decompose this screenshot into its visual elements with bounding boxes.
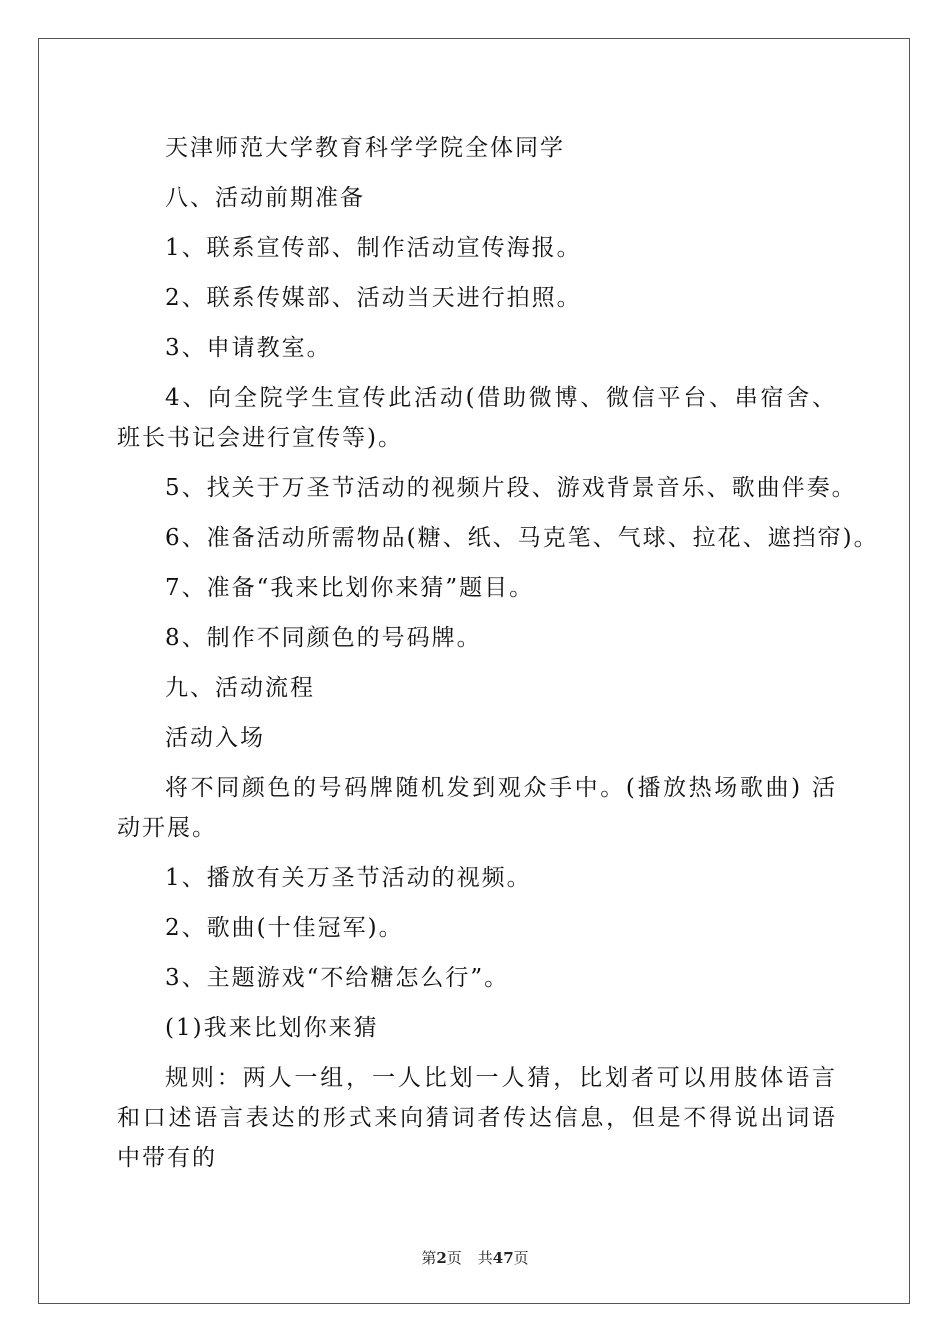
list-item: 7、准备“我来比划你来猜”题目。 bbox=[165, 575, 535, 601]
list-item: 2、联系传媒部、活动当天进行拍照。 bbox=[165, 285, 582, 311]
list-item: 1、播放有关万圣节活动的视频。 bbox=[165, 865, 532, 891]
list-item: 3、主题游戏“不给糖怎么行”。 bbox=[165, 965, 510, 991]
subheading: 活动入场 bbox=[165, 725, 265, 751]
paragraph: 规则：两人一组，一人比划一人猜，比划者可以用肢体语言和口述语言表达的形式来向猜词者传达信息，但是不得说出词语中带有的 bbox=[117, 1065, 837, 1171]
paragraph: 天津师范大学教育科学学院全体同学 bbox=[165, 135, 565, 161]
total-suffix: 页 bbox=[513, 1249, 529, 1267]
list-item: 4、向全院学生宣传此活动(借助微博、微信平台、串宿舍、班长书记会进行宣传等)。 bbox=[117, 385, 837, 451]
subheading: (1)我来比划你来猜 bbox=[165, 1015, 379, 1041]
page-prefix: 第 bbox=[421, 1249, 437, 1267]
total-pages: 47 bbox=[492, 1249, 514, 1267]
page-footer bbox=[0, 1247, 950, 1268]
list-item: 3、申请教室。 bbox=[165, 335, 332, 361]
page-number: 2 bbox=[436, 1249, 447, 1267]
list-item: 2、歌曲(十佳冠军)。 bbox=[165, 915, 404, 941]
page-suffix: 页 bbox=[446, 1249, 462, 1267]
document-body bbox=[117, 128, 879, 1188]
section-heading: 九、活动流程 bbox=[165, 675, 315, 701]
paragraph: 将不同颜色的号码牌随机发到观众手中。(播放热场歌曲) 活动开展。 bbox=[117, 775, 837, 841]
section-heading: 八、活动前期准备 bbox=[165, 185, 365, 211]
total-prefix: 共 bbox=[477, 1249, 493, 1267]
list-item: 1、联系宣传部、制作活动宣传海报。 bbox=[165, 235, 582, 261]
list-item: 8、制作不同颜色的号码牌。 bbox=[165, 625, 482, 651]
list-item: 5、找关于万圣节活动的视频片段、游戏背景音乐、歌曲伴奏。 bbox=[165, 475, 857, 501]
list-item: 6、准备活动所需物品(糖、纸、马克笔、气球、拉花、遮挡帘)。 bbox=[165, 525, 879, 551]
